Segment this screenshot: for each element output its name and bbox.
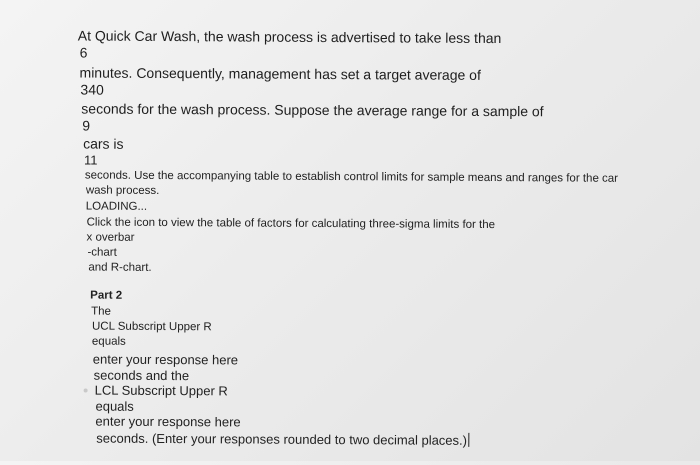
- x-overbar-text: x overbar: [86, 231, 135, 244]
- bullet-dot: [84, 389, 88, 393]
- question-text-line-9: seconds. Use the accompanying table to establish control limits for sample means and ranges for the car: [84, 169, 619, 185]
- question-text-line-7: cars is: [83, 135, 124, 152]
- equals-text-2: equals: [95, 398, 134, 414]
- part-text-instructions: [96, 431, 469, 447]
- question-text-line-5: seconds for the wash process. Suppose the average range for a sample of: [81, 100, 544, 120]
- part-title: Part 2: [90, 289, 123, 302]
- question-value-sample-size: 9: [82, 117, 91, 134]
- part-text-the: The: [91, 305, 111, 318]
- lcl-label: LCL Subscript Upper R: [94, 382, 228, 399]
- chart-text: -chart: [87, 246, 117, 259]
- text-cursor: [468, 433, 469, 447]
- question-value-time: 6: [79, 44, 88, 61]
- r-chart-text: and R-chart.: [88, 261, 152, 274]
- ucl-label: UCL Subscript Upper R: [91, 320, 212, 334]
- question-text-line-10: wash process.: [85, 184, 160, 197]
- table-icon-link[interactable]: Click the icon to view the table of factors for calculating three-sigma limits for the: [86, 216, 496, 232]
- loading-text: LOADING...: [85, 200, 148, 213]
- question-value-target: 340: [80, 81, 104, 98]
- lcl-response-input[interactable]: enter your response here: [95, 413, 241, 430]
- ucl-response-input[interactable]: enter your response here: [92, 351, 239, 368]
- question-text-line-3: minutes. Consequently, management has set a target average of: [79, 64, 481, 83]
- question-text-line-1: At Quick Car Wash, the wash process is advertised to take less than: [77, 27, 502, 47]
- equals-text-1: equals: [91, 335, 126, 348]
- instructions-text: seconds. (Enter your responses rounded to two decimal places.): [96, 430, 468, 448]
- part-text-seconds-and: seconds and the: [93, 367, 190, 384]
- question-value-range: 11: [83, 152, 98, 168]
